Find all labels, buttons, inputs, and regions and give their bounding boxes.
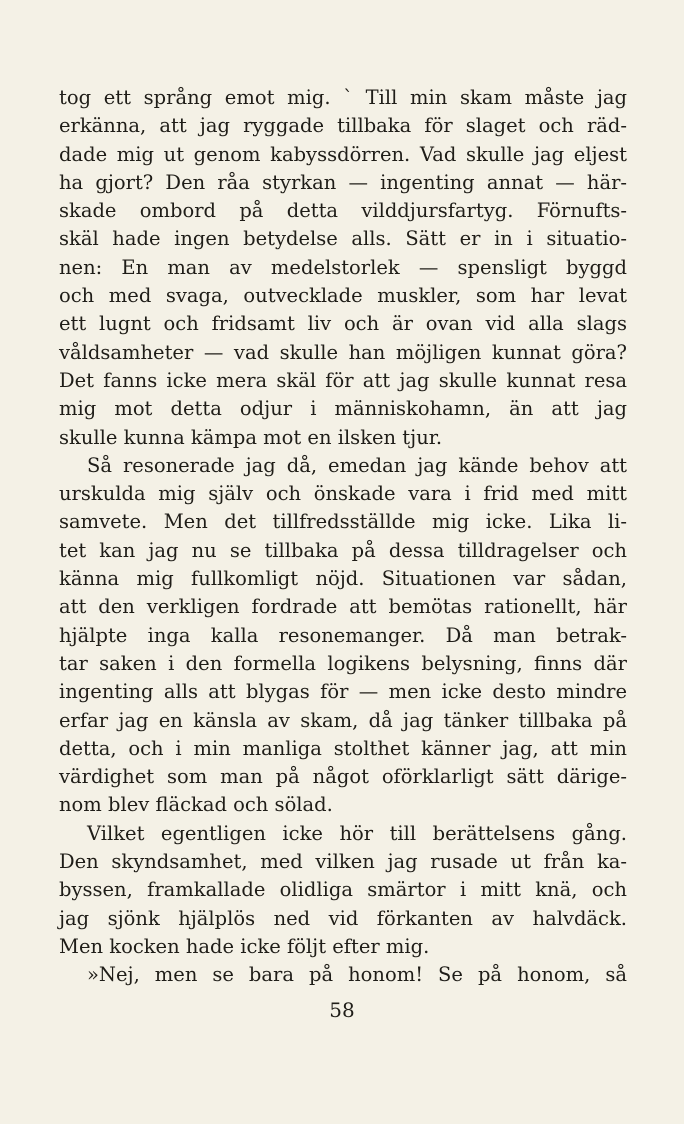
text-line: nom blev fläckad och sölad.	[59, 793, 333, 817]
text-line: erkänna, att jag ryggade tillbaka för slaget och räd-	[59, 114, 627, 138]
page-number: 58	[329, 998, 355, 1022]
text-line: och med svaga, outvecklade muskler, som har levat	[59, 284, 627, 308]
text-line: ha gjort? Den råa styrkan — ingenting annat — här-	[59, 170, 627, 194]
text-line: detta, och i min manliga stolthet känner jag, att min	[59, 736, 627, 760]
text-line: Den skyndsamhet, med vilken jag rusade ut från ka-	[59, 850, 627, 874]
text-line: nen: En man av medelstorlek — spensligt byggd	[59, 255, 627, 279]
text-line: skade ombord på detta vilddjursfartyg. Förnufts-	[59, 199, 627, 223]
body-text	[59, 84, 627, 990]
text-line: ingenting alls att blygas för — men icke desto mindre	[59, 680, 627, 704]
text-line: Så resonerade jag då, emedan jag kände behov att	[87, 453, 627, 477]
text-line: skäl hade ingen betydelse alls. Sätt er in i situatio-	[59, 227, 627, 251]
text-line: våldsamheter — vad skulle han möjligen kunnat göra?	[59, 340, 627, 364]
text-line: tar saken i den formella logikens belysning, finns där	[59, 651, 627, 675]
text-line: mig mot detta odjur i människohamn, än att jag	[59, 397, 627, 421]
text-line: urskulda mig själv och önskade vara i frid med mitt	[59, 482, 627, 506]
text-line: byssen, framkallade olidliga smärtor i mitt knä, och	[59, 878, 627, 902]
text-line: känna mig fullkomligt nöjd. Situationen var sådan,	[59, 567, 627, 591]
text-line: tet kan jag nu se tillbaka på dessa tilldragelser och	[59, 538, 627, 562]
text-line: Men kocken hade icke följt efter mig.	[59, 934, 430, 958]
text-line: samvete. Men det tillfredsställde mig icke. Lika li-	[59, 510, 627, 534]
text-line: värdighet som man på något oförklarligt sätt därige-	[59, 765, 627, 789]
text-line: att den verkligen fordrade att bemötas rationellt, här	[59, 595, 627, 619]
text-line: ett lugnt och fridsamt liv och är ovan vid alla slags	[59, 312, 627, 336]
text-line: jag sjönk hjälplös ned vid förkanten av halvdäck.	[59, 906, 627, 930]
text-line: »Nej, men se bara på honom! Se på honom, så	[87, 963, 627, 987]
text-line: dade mig ut genom kabyssdörren. Vad skulle jag eljest	[59, 142, 627, 166]
text-line: Vilket egentligen icke hör till berättelsens gång.	[87, 821, 627, 845]
text-line: Det fanns icke mera skäl för att jag skulle kunnat resa	[59, 368, 627, 392]
text-line: tog ett språng emot mig. ` Till min skam måste jag	[59, 86, 627, 109]
text-line: hjälpte inga kalla resonemanger. Då man betrak-	[59, 623, 627, 647]
text-line: skulle kunna kämpa mot en ilsken tjur.	[59, 425, 443, 449]
text-line: erfar jag en känsla av skam, då jag tänker tillbaka på	[59, 708, 627, 732]
